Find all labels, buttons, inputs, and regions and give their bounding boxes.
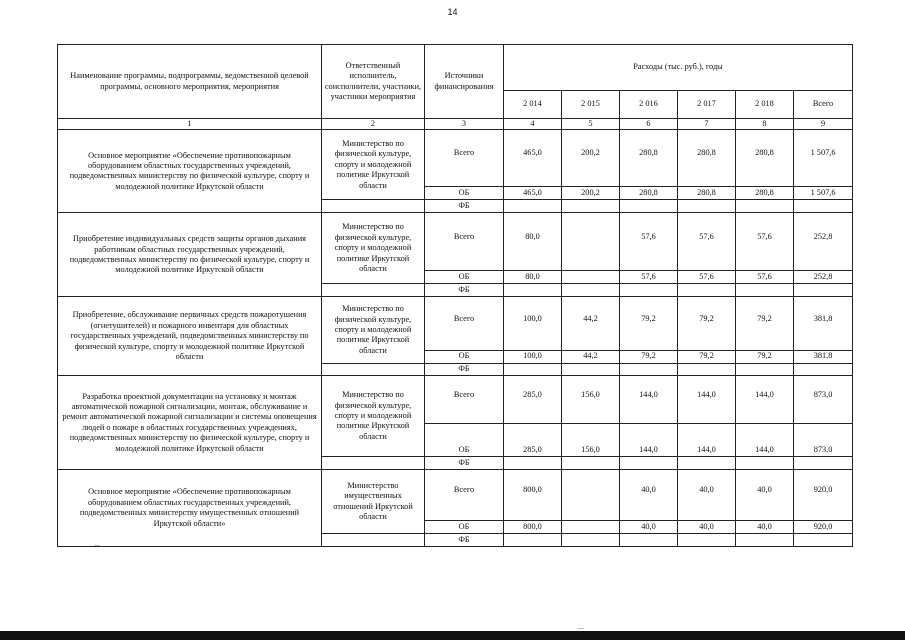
column-index: 5 (562, 119, 620, 130)
responsible-executor: Министерство по физической культуре, спорту и молодежной политике Иркутской области (322, 213, 425, 284)
year-value: 144,0 (736, 424, 794, 457)
table-row (58, 213, 853, 271)
funding-source: ОБ (425, 187, 504, 200)
year-value (562, 457, 620, 470)
year-value: 465,0 (504, 130, 562, 187)
year-value (678, 534, 736, 547)
year-value: 44,2 (562, 297, 620, 351)
column-index: 9 (794, 119, 853, 130)
total-value: 873,0 (794, 376, 853, 424)
year-value: 57,6 (678, 271, 736, 284)
total-value: 1 507,6 (794, 130, 853, 187)
funding-source: ОБ (425, 271, 504, 284)
funding-source: ОБ (425, 351, 504, 363)
responsible-executor: Министерство по физической культуре, спорту и молодежной политике Иркутской области (322, 297, 425, 363)
column-index: 7 (678, 119, 736, 130)
year-value (736, 284, 794, 297)
year-value: 280,8 (736, 187, 794, 200)
year-value: 156,0 (562, 376, 620, 424)
measure-name: Основное мероприятие «Обеспечение противопожарным оборудованием областных государственных учреждений, подведомственных министерству по физической культуре, спорту и молодежной политике Иркутской области (58, 130, 322, 213)
index-row (58, 119, 853, 130)
year-value (620, 363, 678, 375)
header-total: Всего (794, 91, 853, 119)
header-name: Наименование программы, подпрограммы, ведомственной целевой программы, основного мероприятия, мероприятия (58, 45, 322, 119)
header-expenses: Расходы (тыс. руб.), годы (504, 45, 853, 91)
year-value: 280,8 (678, 130, 736, 187)
year-value: 57,6 (736, 213, 794, 271)
measure-name: Приобретение индивидуальных средств защиты органов дыхания работникам областных государственных учреждений, подведомственных министерству по физической культуре, спорту и молодежной политике Иркутской области (58, 213, 322, 297)
year-value: 44,2 (562, 351, 620, 363)
header-row (58, 45, 853, 91)
responsible-empty-cell (322, 363, 425, 375)
year-value (504, 457, 562, 470)
funding-source: Всего (425, 130, 504, 187)
year-value (736, 200, 794, 213)
responsible-empty-cell (322, 457, 425, 470)
year-value: 100,0 (504, 351, 562, 363)
year-value: 285,0 (504, 424, 562, 457)
year-value: 40,0 (620, 521, 678, 534)
year-value: 280,8 (620, 187, 678, 200)
year-value: 40,0 (736, 521, 794, 534)
responsible-executor: Министерство по физической культуре, спорту и молодежной политике Иркутской области (322, 130, 425, 200)
year-value (562, 271, 620, 284)
year-value (504, 363, 562, 375)
year-value (504, 200, 562, 213)
header-year: 2 014 (504, 91, 562, 119)
total-value: 381,8 (794, 297, 853, 351)
year-value: 79,2 (736, 297, 794, 351)
year-value: 465,0 (504, 187, 562, 200)
year-value: 79,2 (678, 297, 736, 351)
year-value: 200,2 (562, 130, 620, 187)
year-value: 144,0 (678, 376, 736, 424)
year-value: 144,0 (620, 424, 678, 457)
year-value: 79,2 (620, 351, 678, 363)
header-year: 2 018 (736, 91, 794, 119)
total-value: 873,0 (794, 424, 853, 457)
year-value: 79,2 (620, 297, 678, 351)
year-value: 57,6 (620, 213, 678, 271)
funding-source: ФБ (425, 284, 504, 297)
year-value: 144,0 (678, 424, 736, 457)
year-value: 800,0 (504, 521, 562, 534)
year-value: 40,0 (620, 470, 678, 521)
total-value: 920,0 (794, 470, 853, 521)
year-value: 40,0 (678, 470, 736, 521)
year-value: 57,6 (678, 213, 736, 271)
year-value (678, 200, 736, 213)
header-year: 2 017 (678, 91, 736, 119)
responsible-empty-cell (322, 284, 425, 297)
year-value (562, 200, 620, 213)
column-index: 1 (58, 119, 322, 130)
total-value: 381,8 (794, 351, 853, 363)
responsible-empty-cell (322, 200, 425, 213)
year-value: 79,2 (678, 351, 736, 363)
measure-name: Приобретение, обслуживание первичных средств пожаротушения (огнетушителей) и пожарного инвентаря для областных государственных учреждений, подведомственных министерству по физической культуре, спорту и молодежной политике Иркутской области (58, 297, 322, 376)
year-value: 80,0 (504, 271, 562, 284)
year-value: 280,8 (736, 130, 794, 187)
year-value: 57,6 (620, 271, 678, 284)
year-value: 280,8 (620, 130, 678, 187)
year-value (678, 363, 736, 375)
year-value (678, 284, 736, 297)
year-value: 280,8 (678, 187, 736, 200)
year-value (562, 363, 620, 375)
year-value (736, 363, 794, 375)
header-responsible: Ответственный исполнитель, соисполнители, участники, участники мероприятия (322, 45, 425, 119)
funding-source: ФБ (425, 363, 504, 375)
year-value: 40,0 (736, 470, 794, 521)
measure-name: Разработка проектной документации на установку и монтаж автоматической пожарной сигнализации, монтаж, обслуживание и ремонт автоматической пожарной сигнализации и системы оповещения людей о пожаре в областных государственных учреждениях, подведомственных министерству по физической культуре, спорту и молодежной политике Иркутской области (58, 376, 322, 470)
year-value (620, 200, 678, 213)
year-value: 144,0 (736, 376, 794, 424)
year-value (736, 534, 794, 547)
funding-source: ФБ (425, 457, 504, 470)
total-value (794, 200, 853, 213)
header-year: 2 016 (620, 91, 678, 119)
year-value: 800,0 (504, 470, 562, 521)
year-value: 40,0 (678, 521, 736, 534)
year-value: 100,0 (504, 297, 562, 351)
column-index: 4 (504, 119, 562, 130)
total-value: 920,0 (794, 521, 853, 534)
year-value (562, 213, 620, 271)
year-value (678, 457, 736, 470)
page-number: 14 (447, 7, 458, 17)
year-value (620, 457, 678, 470)
column-index: 2 (322, 119, 425, 130)
responsible-executor: Министерство по физической культуре, спорту и молодежной политике Иркутской области (322, 376, 425, 457)
year-value: 57,6 (736, 271, 794, 284)
year-value (562, 470, 620, 521)
responsible-empty-cell (322, 534, 425, 547)
year-value: 200,2 (562, 187, 620, 200)
funding-source: Всего (425, 376, 504, 424)
funding-source: Всего (425, 213, 504, 271)
total-value: 252,8 (794, 213, 853, 271)
year-value (562, 534, 620, 547)
funding-source: ФБ (425, 200, 504, 213)
column-index: 3 (425, 119, 504, 130)
table-row (58, 297, 853, 351)
funding-source: ФБ (425, 534, 504, 547)
year-value (504, 534, 562, 547)
funding-source: Всего (425, 470, 504, 521)
year-value (620, 534, 678, 547)
total-value: 1 507,6 (794, 187, 853, 200)
column-index: 6 (620, 119, 678, 130)
total-value: 252,8 (794, 271, 853, 284)
funding-source: ОБ (425, 424, 504, 457)
expenses-table (57, 44, 853, 547)
year-value (504, 284, 562, 297)
table-row (58, 376, 853, 424)
column-index: 8 (736, 119, 794, 130)
scan-speck (94, 545, 100, 546)
scan-speck (578, 628, 584, 629)
year-value: 156,0 (562, 424, 620, 457)
funding-source: Всего (425, 297, 504, 351)
year-value: 79,2 (736, 351, 794, 363)
year-value (736, 457, 794, 470)
year-value (620, 284, 678, 297)
total-value (794, 534, 853, 547)
header-source: Источники финансирования (425, 45, 504, 119)
year-value (562, 284, 620, 297)
year-value: 285,0 (504, 376, 562, 424)
measure-name: Основное мероприятие «Обеспечение противопожарным оборудованием областных государственных учреждений, подведомственных министерству имущественных отношений Иркутской области» (58, 470, 322, 547)
header-year: 2 015 (562, 91, 620, 119)
total-value (794, 363, 853, 375)
table-row (58, 470, 853, 521)
total-value (794, 284, 853, 297)
year-value: 80,0 (504, 213, 562, 271)
scan-bottom-edge (0, 631, 905, 640)
total-value (794, 457, 853, 470)
funding-source: ОБ (425, 521, 504, 534)
table-row (58, 130, 853, 187)
year-value: 144,0 (620, 376, 678, 424)
year-value (562, 521, 620, 534)
responsible-executor: Министерство имущественных отношений Иркутской области (322, 470, 425, 534)
